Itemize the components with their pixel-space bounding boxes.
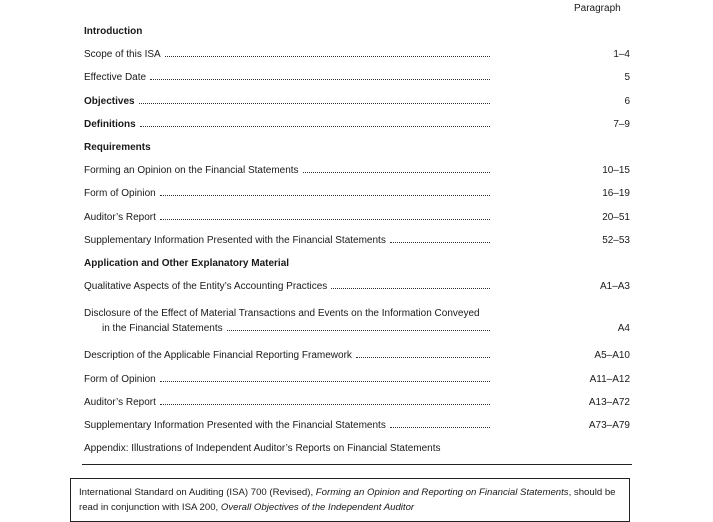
entry-label: Definitions (84, 118, 136, 130)
divider (82, 464, 632, 465)
dot-leader (160, 218, 490, 220)
toc-entry-form-of-opinion-app[interactable] (84, 367, 630, 390)
paragraph-number: A73–A79 (588, 419, 630, 431)
entry-label: Form of Opinion (84, 188, 156, 200)
toc-entry-effective-date[interactable] (84, 66, 630, 89)
toc-entry-objectives[interactable] (84, 90, 630, 113)
toc-heading-introduction (84, 20, 630, 43)
dot-leader (160, 194, 490, 196)
dot-leader (150, 78, 490, 80)
paragraph-number: 16–19 (602, 188, 630, 200)
entry-label: Auditor’s Report (84, 396, 156, 408)
paragraph-number: A4 (617, 323, 630, 335)
paragraph-number: 5 (624, 72, 630, 84)
dot-leader (331, 287, 490, 289)
entry-label: Supplementary Information Presented with the Financial Statements (84, 419, 386, 431)
notice-title-2: Overall Objectives of the Independent Auditor (220, 502, 415, 513)
entry-label: Objectives (84, 95, 135, 107)
heading-label: Application and Other Explanatory Material (84, 257, 290, 269)
dot-leader (390, 426, 490, 428)
toc-entry-auditors-report-app[interactable] (84, 391, 630, 414)
dot-leader (356, 356, 490, 358)
entry-label: Qualitative Aspects of the Entity’s Accounting Practices (84, 281, 328, 293)
toc-entry-supplementary-app[interactable] (84, 414, 630, 437)
entry-label: Description of the Applicable Financial Reporting Framework (84, 350, 352, 362)
toc-entry-supplementary[interactable] (84, 229, 630, 252)
entry-label: Auditor’s Report (84, 211, 156, 223)
dot-leader (165, 55, 490, 57)
entry-label: Scope of this ISA (84, 49, 161, 61)
toc-entry-appendix[interactable] (84, 437, 630, 460)
table-of-contents (84, 20, 630, 460)
paragraph-number: 7–9 (613, 118, 630, 130)
paragraph-number: 10–15 (602, 165, 630, 177)
entry-label: Forming an Opinion on the Financial Statements (84, 165, 299, 177)
toc-entry-qualitative[interactable] (84, 275, 630, 298)
notice-text-2: , should be read in conjunction with ISA 200, (79, 487, 616, 513)
dot-leader (227, 329, 490, 331)
heading-label: Requirements (84, 142, 151, 154)
toc-entry-form-of-opinion[interactable] (84, 182, 630, 205)
toc-entry-scope[interactable] (84, 43, 630, 66)
dot-leader (140, 125, 490, 127)
dot-leader (390, 241, 490, 243)
notice-text-1: International Standard on Auditing (ISA) 700 (Revised), (79, 487, 316, 498)
entry-label: Appendix: Illustrations of Independent Auditor’s Reports on Financial Statements (84, 443, 441, 455)
paragraph-number: A11–A12 (589, 373, 630, 385)
paragraph-number: 6 (624, 95, 630, 107)
paragraph-number: 52–53 (602, 234, 630, 246)
toc-heading-requirements (84, 136, 630, 159)
dot-leader (160, 403, 490, 405)
entry-label: Effective Date (84, 72, 147, 84)
entry-label-line1: Disclosure of the Effect of Material Transactions and Events on the Information Conveyed (84, 308, 480, 320)
paragraph-number: A5–A10 (594, 350, 630, 362)
paragraph-number: 1–4 (613, 49, 630, 61)
paragraph-number: A13–A72 (588, 396, 630, 408)
toc-entry-description[interactable] (84, 344, 630, 367)
entry-label: Form of Opinion (84, 373, 156, 385)
notice-box (70, 478, 630, 522)
paragraph-column-header: Paragraph (574, 3, 621, 14)
entry-label-line2: in the Financial Statements (102, 323, 223, 335)
toc-entry-forming-opinion[interactable] (84, 159, 630, 182)
dot-leader (139, 102, 490, 104)
notice-title-1: Forming an Opinion and Reporting on Financial Statements (315, 487, 569, 498)
dot-leader (303, 171, 490, 173)
paragraph-number: A1–A3 (599, 281, 630, 293)
toc-entry-auditors-report[interactable] (84, 206, 630, 229)
toc-entry-disclosure[interactable] (84, 298, 630, 344)
paragraph-number: 20–51 (602, 211, 630, 223)
dot-leader (160, 380, 490, 382)
entry-label: Supplementary Information Presented with the Financial Statements (84, 234, 386, 246)
heading-label: Introduction (84, 26, 143, 38)
toc-heading-application (84, 252, 630, 275)
toc-entry-definitions[interactable] (84, 113, 630, 136)
